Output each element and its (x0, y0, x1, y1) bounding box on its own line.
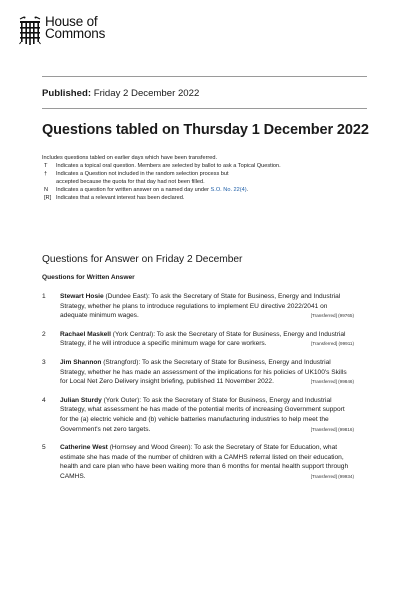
key-text: Indicates a Question not included in the random selection process but (56, 171, 229, 177)
question-tag: [Transferred] (99934) (310, 473, 354, 479)
key-text: Indicates a topical oral question. Members are selected by ballot to ask a Topical Question. (56, 163, 281, 169)
question-list (42, 292, 354, 491)
key-symbol: [R] (44, 195, 52, 201)
divider-bottom (42, 108, 367, 109)
logo-line-1: House of (45, 14, 98, 29)
key-text: Indicates that a relevant interest has been declared. (56, 195, 185, 201)
question-text: To ask the Secretary of State for Business, Energy and Industrial Strategy, if he will introduce a specific minimum wage for care workers. (60, 330, 346, 348)
question-tag: [Transferred] (99816) (310, 426, 354, 432)
key-symbol: † (44, 171, 48, 177)
key-text: Indicates a question for written answer on a named day under (56, 187, 211, 193)
published-date: Friday 2 December 2022 (91, 88, 200, 99)
question-text: To ask the Secretary of State for Business, Energy and Industrial Strategy, whether he has made an assessment of the implications for his policies of UK100's Skills for Local Net Zero Delivery insight briefing, published 11 November 2022. (60, 358, 347, 386)
intro-text: Includes questions tabled on earlier days which have been transferred. (42, 155, 218, 161)
question-tag: [Transferred] (99846) (310, 379, 354, 385)
standing-order-link[interactable]: S.O. No. 22(4) (210, 187, 247, 193)
question-number: 2 (42, 330, 46, 338)
question-tag: [Transferred] (99765) (310, 313, 354, 319)
question-text: To ask the Secretary of State for Business, Energy and Industrial Strategy, whether he plans to introduce regulations to implement EU directive 2022/2041 on adequate minimum wages. (60, 293, 341, 320)
published-line (42, 88, 199, 99)
member-name: Julian Sturdy (60, 396, 102, 404)
logo-line-2: Commons (45, 26, 106, 41)
question-item (42, 358, 354, 387)
intro-block (42, 154, 372, 202)
question-number: 5 (42, 444, 46, 452)
page-title: Questions tabled on Thursday 1 December 2022 (42, 122, 369, 138)
key-symbol: T (44, 163, 48, 169)
portcullis-icon (18, 16, 42, 46)
key-symbol: N (44, 187, 49, 193)
question-number: 4 (42, 396, 46, 404)
question-text: To ask the Secretary of State for Business, Energy and Industrial Strategy, what assessment he has made of the potential merits of increasing Government support for the (a) electric vehicle and (b) vehicle batteries manufacturing industries to help meet the Government's net zero targets. (60, 396, 345, 433)
key-row-interest (42, 194, 372, 202)
question-number: 3 (42, 358, 46, 366)
constituency: (Hornsey and Wood Green): (107, 444, 195, 452)
member-name: Stewart Hosie (60, 293, 104, 300)
constituency: (Strangford): (101, 358, 142, 366)
question-text: To ask the Secretary of State for Education, what estimate she has made of the number of children with a CAMHS referral listed on their education, health and care plan who have been waiting more than 6 months for mental health support through CAMHS. (60, 444, 349, 480)
key-text: accepted because the quota for that day had not been filled. (56, 179, 205, 185)
member-name: Rachael Maskell (60, 330, 111, 338)
key-row-named-day: N Indicates a question for written answer on a named day under S.O. No. 22(4). (44, 187, 249, 193)
question-item (42, 330, 354, 349)
member-name: Jim Shannon (60, 358, 102, 366)
section-heading: Questions for Answer on Friday 2 December (42, 254, 243, 265)
divider-top (42, 76, 367, 77)
constituency: (Dundee East): (103, 293, 152, 300)
key-row-topical (42, 162, 372, 170)
member-name: Catherine West (60, 444, 108, 452)
constituency: (York Outer): (101, 396, 143, 404)
published-label: Published: (42, 88, 92, 99)
question-number: 1 (42, 293, 46, 300)
sub-heading: Questions for Written Answer (42, 274, 135, 281)
question-item (42, 292, 354, 321)
key-row-quota (42, 170, 372, 186)
question-item (42, 443, 354, 481)
house-of-commons-logo (18, 16, 105, 46)
question-item (42, 396, 354, 434)
constituency: (York Central): (110, 330, 157, 338)
question-tag: [Transferred] (99911) (311, 341, 354, 347)
